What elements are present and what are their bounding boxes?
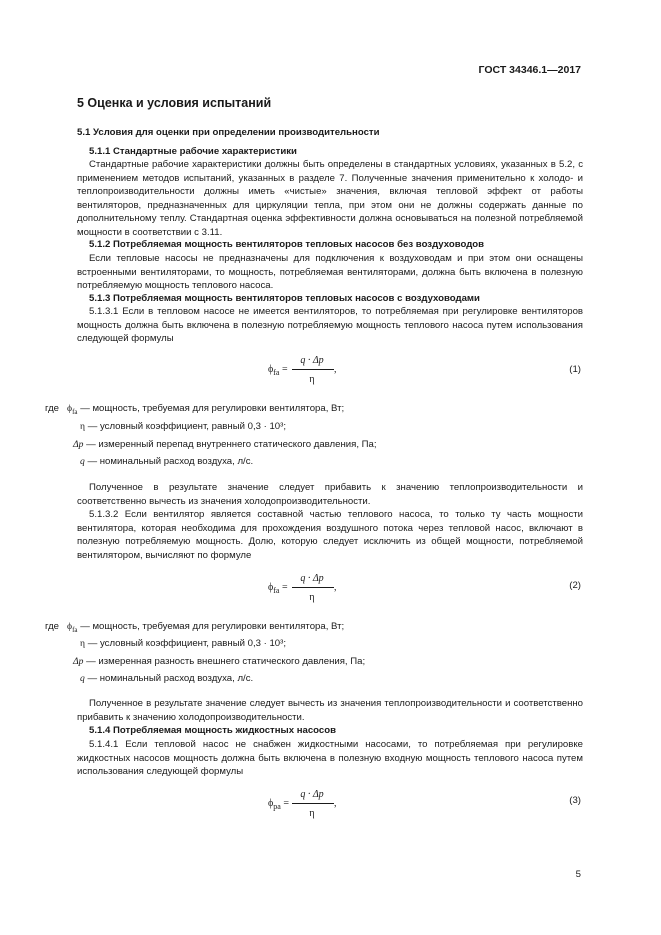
equation-number-1: (1)	[569, 364, 581, 375]
paragraph-after-formula-1: Полученное в результате значение следует прибавить к значению теплопроизводительности и соответственно вычесть из значения холодопроизводительности.	[77, 482, 583, 507]
formula-1-denominator: η	[309, 374, 315, 385]
paragraph-after-formula-2: Полученное в результате значение следует вычесть из значения теплопроизводительности и соответственно прибавить к значению холодопроизводительности.	[77, 698, 583, 723]
paragraph-5-1-1: Стандартные рабочие характеристики должны быть определены в стандартных условиях, указанных в 5.2, с применением методов испытаний, указанных в разделе 7. Полученные значения применительно к холодо- и теплопроизводительности должны иметь «чистые» значения, включая тепловой эффект от работы вентиляторов, предназначенных для циркуляции тепла, при этом они не должны содержать данные по дополнительному теплу. Стандартная оценка эффективности должна основываться на полезной потребляемой мощности в соответствии с 3.11.	[77, 159, 583, 238]
definition-phi-fa: где $\phi_{fa}$ — мощность, требуемая для регулировки вентилятора, Вт;	[45, 403, 345, 416]
definition-phi-fa-2: где $\phi_{fa}$ — мощность, требуемая для регулировки вентилятора, Вт;	[45, 621, 345, 634]
definition-q-2: q — номинальный расход воздуха, л/с.	[80, 673, 254, 684]
formula-2-numerator: q · Δp	[300, 573, 324, 584]
subsection-5-1-3: 5.1.3 Потребляемая мощность вентиляторов тепловых насосов с воздуховодами	[89, 293, 480, 304]
definition-eta: η — условный коэффициент, равный 0,3 · 10³;	[80, 421, 287, 432]
paragraph-5-1-2: Если тепловые насосы не предназначены для подключения к воздуховодам и при этом они оснащены встроенными вентиляторами, то мощность, потребляемая вентиляторами, должна быть включена в полезную потребляемую мощность теплового насоса.	[77, 253, 583, 291]
formula-3-fraction-line	[292, 803, 334, 804]
definition-q: q — номинальный расход воздуха, л/с.	[80, 456, 254, 467]
formula-2-lhs: $\phi_{fa}$ =	[268, 582, 288, 595]
definition-eta-2: η — условный коэффициент, равный 0,3 · 10³;	[80, 638, 287, 649]
definition-delta-p-2: Δp — измеренная разность внешнего статического давления, Па;	[73, 656, 366, 667]
formula-1-lhs: $\phi_{fa}$ =	[268, 364, 288, 377]
subsection-5-1-2: 5.1.2 Потребляемая мощность вентиляторов тепловых насосов без воздуховодов	[89, 239, 485, 250]
paragraph-5-1-3-2: 5.1.3.2 Если вентилятор является составной частью теплового насоса, то только ту часть мощности вентилятора, которая необходима для прохождения воздушного потока через тепловой насос, включают в полезную потребляемую мощность. Долю, которую следует исключить из общей мощности, потребляемой вентилятором, вычисляют по формуле	[77, 509, 583, 561]
equation-number-2: (2)	[569, 580, 581, 591]
subsection-5-1: 5.1 Условия для оценки при определении производительности	[77, 127, 380, 138]
page-number: 5	[575, 869, 581, 880]
formula-2: $\phi_{fa}$ = q · Δp η ,	[268, 573, 337, 603]
definition-delta-p: Δp — измеренный перепад внутреннего статического давления, Па;	[73, 439, 377, 450]
formula-2-fraction-line	[292, 587, 334, 588]
paragraph-5-1-3-1: 5.1.3.1 Если в тепловом насосе не имеется вентиляторов, то потребляемая при регулировке вентиляторов мощность должна быть включена в полезную потребляемую мощность теплового насоса путем использования следующей формулы	[77, 306, 583, 344]
section-title: 5 Оценка и условия испытаний	[77, 96, 272, 110]
formula-3: $\phi_{pa}$ = q · Δp η ,	[268, 789, 337, 819]
subsection-5-1-4: 5.1.4 Потребляемая мощность жидкостных насосов	[89, 725, 337, 736]
formula-1-numerator: q · Δp	[300, 355, 324, 366]
formula-1: $\phi_{fa}$ = q · Δp η ,	[268, 355, 337, 385]
formula-2-denominator: η	[309, 592, 315, 603]
formula-3-denominator: η	[309, 808, 315, 819]
equation-number-3: (3)	[569, 795, 581, 806]
formula-1-fraction-line	[292, 369, 334, 370]
subsection-5-1-1: 5.1.1 Стандартные рабочие характеристики	[89, 146, 297, 157]
formula-3-numerator: q · Δp	[300, 789, 324, 800]
formula-3-lhs: $\phi_{pa}$ =	[268, 798, 289, 811]
standard-header: ГОСТ 34346.1—2017	[478, 64, 581, 76]
paragraph-5-1-4-1: 5.1.4.1 Если тепловой насос не снабжен жидкостными насосами, то потребляемая при регулировке жидкостных насосов мощность должна быть включена в полезную входную мощность теплового насоса путем использования следующей формулы	[77, 739, 583, 777]
